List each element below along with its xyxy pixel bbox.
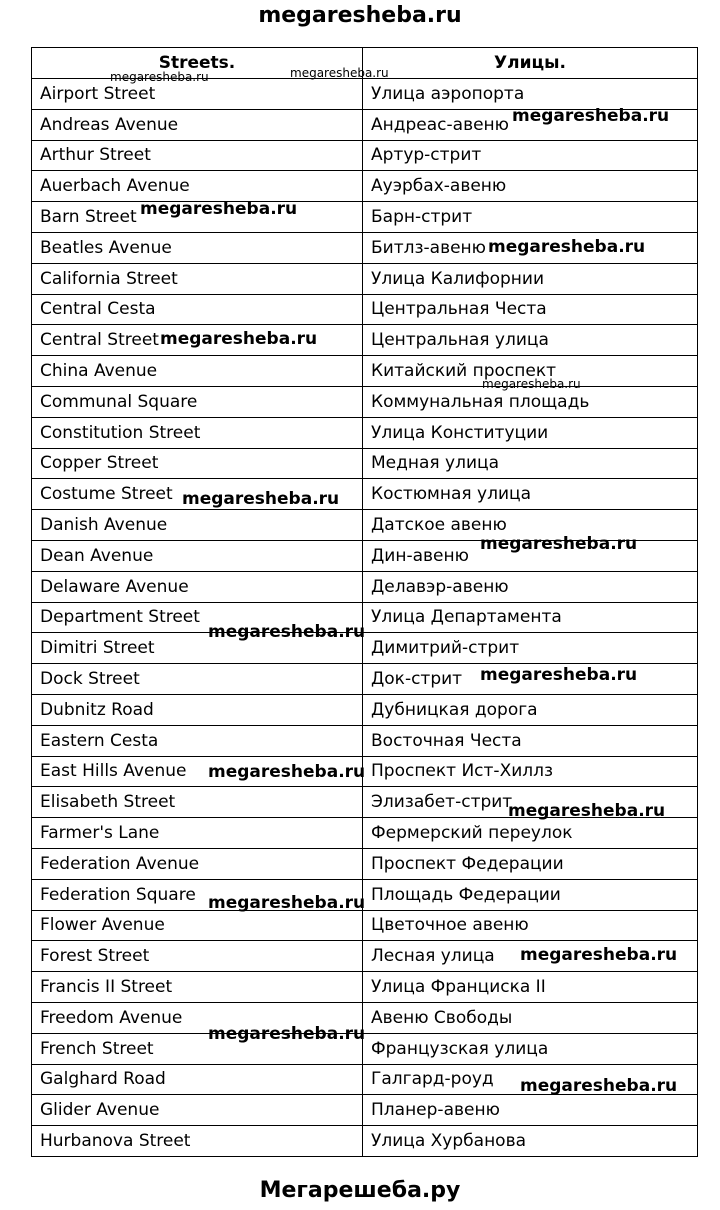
watermark: megaresheba.ru [488,237,646,257]
street-name-ru: Улица Конституции [363,417,698,448]
street-name-ru: Площадь Федерации [363,879,698,910]
table-row [32,109,698,140]
table-row [32,232,698,263]
table-row [32,510,698,541]
table-row [32,818,698,849]
street-name-ru: Дин-авеню [363,540,698,571]
street-name-en: Communal Square [32,386,363,417]
street-name-ru: Галгард-роуд [363,1064,698,1095]
table-row [32,479,698,510]
watermark: megaresheba.ru [182,489,340,509]
street-name-ru: Проспект Федерации [363,848,698,879]
street-name-en: Auerbach Avenue [32,171,363,202]
watermark: megaresheba.ru [508,801,666,821]
table-row [32,171,698,202]
street-name-ru: Медная улица [363,448,698,479]
street-name-en: Andreas Avenue [32,109,363,140]
street-name-en: Glider Avenue [32,1095,363,1126]
table-row [32,879,698,910]
street-name-en: Elisabeth Street [32,787,363,818]
table-row [32,633,698,664]
street-name-en: Department Street [32,602,363,633]
table-row [32,941,698,972]
street-name-en: California Street [32,263,363,294]
street-name-ru: Центральная улица [363,325,698,356]
street-name-en: Central Cesta [32,294,363,325]
street-name-ru: Лесная улица [363,941,698,972]
watermark: megaresheba.ru [520,1076,678,1096]
street-name-en: Galghard Road [32,1064,363,1095]
street-name-en: Federation Square [32,879,363,910]
table-header-row [32,48,698,79]
table-row [32,1033,698,1064]
table-row [32,602,698,633]
table-row [32,910,698,941]
watermark: megaresheba.ru [208,762,366,782]
table-row [32,140,698,171]
street-name-en: Costume Street [32,479,363,510]
street-name-ru: Андреас-авеню [363,109,698,140]
street-name-ru: Коммунальная площадь [363,386,698,417]
table-row [32,1095,698,1126]
table-row [32,79,698,110]
table-row [32,1002,698,1033]
street-name-en: Danish Avenue [32,510,363,541]
street-name-en: Hurbanova Street [32,1126,363,1157]
watermark: megaresheba.ru [512,106,670,126]
street-name-en: Forest Street [32,941,363,972]
streets-table [31,47,698,1157]
watermark: megaresheba.ru [520,945,678,965]
table-row [32,325,698,356]
street-name-en: Airport Street [32,79,363,110]
street-name-ru: Проспект Ист-Хиллз [363,756,698,787]
street-name-en: Central Street [32,325,363,356]
table-row [32,972,698,1003]
table-row [32,202,698,233]
street-name-en: French Street [32,1033,363,1064]
table-row [32,756,698,787]
table-row [32,664,698,695]
street-name-en: Flower Avenue [32,910,363,941]
street-name-en: Farmer's Lane [32,818,363,849]
street-name-ru: Барн-стрит [363,202,698,233]
table-row [32,263,698,294]
watermark: megaresheba.ru [160,329,318,349]
street-name-en: Delaware Avenue [32,571,363,602]
watermark: megaresheba.ru [482,377,581,391]
street-name-ru: Улица Хурбанова [363,1126,698,1157]
street-name-ru: Улица аэропорта [363,79,698,110]
table-row [32,1126,698,1157]
watermark: megaresheba.ru [480,665,638,685]
street-name-ru: Дубницкая дорога [363,694,698,725]
street-name-en: Barn Street [32,202,363,233]
table-row [32,694,698,725]
table-row [32,787,698,818]
street-name-en: China Avenue [32,356,363,387]
street-name-en: East Hills Avenue [32,756,363,787]
street-name-ru: Димитрий-стрит [363,633,698,664]
street-name-ru: Центральная Честа [363,294,698,325]
street-name-ru: Артур-стрит [363,140,698,171]
table-row [32,540,698,571]
street-name-ru: Делавэр-авеню [363,571,698,602]
watermark: megaresheba.ru [110,70,209,84]
table-row [32,356,698,387]
table-row [32,417,698,448]
street-name-en: Eastern Cesta [32,725,363,756]
site-footer: Мегарешеба.ру [259,1178,461,1203]
street-name-en: Beatles Avenue [32,232,363,263]
street-name-ru: Цветочное авеню [363,910,698,941]
street-name-ru: Док-стрит [363,664,698,695]
table-row [32,725,698,756]
street-name-ru: Костюмная улица [363,479,698,510]
street-name-en: Copper Street [32,448,363,479]
street-name-ru: Битлз-авеню [363,232,698,263]
street-name-ru: Планер-авеню [363,1095,698,1126]
street-name-ru: Фермерский переулок [363,818,698,849]
street-name-ru: Улица Франциска II [363,972,698,1003]
street-name-ru: Восточная Честа [363,725,698,756]
street-name-en: Freedom Avenue [32,1002,363,1033]
street-name-ru: Датское авеню [363,510,698,541]
street-name-ru: Элизабет-стрит [363,787,698,818]
watermark: megaresheba.ru [208,1024,366,1044]
street-name-en: Dean Avenue [32,540,363,571]
street-name-en: Dock Street [32,664,363,695]
street-name-ru: Ауэрбах-авеню [363,171,698,202]
watermark: megaresheba.ru [480,534,638,554]
street-name-ru: Улица Калифорнии [363,263,698,294]
table-row [32,571,698,602]
table-row [32,294,698,325]
watermark: megaresheba.ru [290,66,389,80]
table-row [32,848,698,879]
table-row [32,1064,698,1095]
street-name-ru: Улица Департамента [363,602,698,633]
street-name-en: Constitution Street [32,417,363,448]
street-name-en: Francis II Street [32,972,363,1003]
street-name-en: Dimitri Street [32,633,363,664]
street-name-en: Dubnitz Road [32,694,363,725]
header-ulitsy: Улицы. [363,48,698,79]
table-row [32,386,698,417]
street-name-en: Arthur Street [32,140,363,171]
watermark: megaresheba.ru [140,199,298,219]
header-streets: Streets. [32,48,363,79]
watermark: megaresheba.ru [208,622,366,642]
street-name-ru: Французская улица [363,1033,698,1064]
street-name-en: Federation Avenue [32,848,363,879]
street-name-ru: Китайский проспект [363,356,698,387]
table-row [32,448,698,479]
site-header: megaresheba.ru [258,3,462,28]
watermark: megaresheba.ru [208,893,366,913]
street-name-ru: Авеню Свободы [363,1002,698,1033]
